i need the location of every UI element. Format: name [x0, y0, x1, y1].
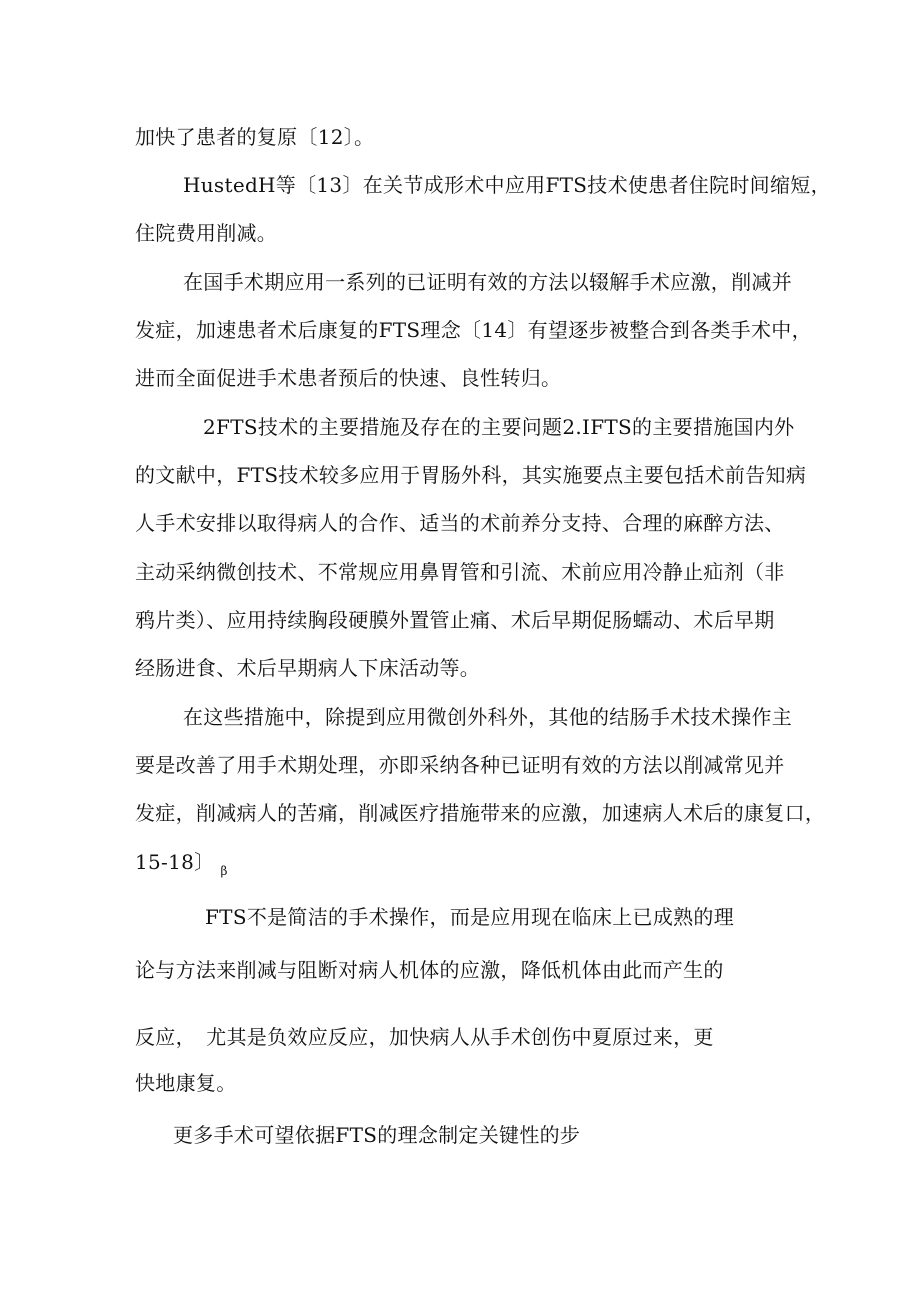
reference-range: 15-18〕 [135, 850, 215, 874]
text-line: 主动采纳微创技术、不常规应用鼻胃管和引流、术前应用冷静止疝剂（非 [135, 560, 785, 584]
text-line: 在国手术期应用一系列的已证明有效的方法以辍解手术应激，削减并 [183, 270, 792, 294]
text-line: 更多手术可望依据FTS的理念制定关键性的步 [173, 1123, 581, 1147]
text-line: 加快了患者的复原〔12〕。 [135, 125, 375, 149]
text-line: 住院费用削减。 [135, 221, 278, 245]
trailing-mark: β [220, 864, 228, 878]
text-line: 发症，加速患者术后康复的FTS理念〔14〕有望逐步被整合到各类手术中， [135, 318, 812, 342]
text-line: 发症，削减病人的苦痛，削减医疗措施带来的应激，加速病人术后的康复口， [135, 801, 826, 825]
text-line: 在这些措施中，除提到应用微创外科外，其他的结肠手术技术操作主 [183, 705, 792, 729]
text-line: FTS不是简洁的手术操作，而是应用现在临床上已成熟的理 [205, 905, 735, 929]
text-line: 进而全面促进手术患者预后的快速、良性转归。 [135, 366, 562, 390]
text-line: 论与方法来削减与阻断对病人机体的应激，降低机体由此而产生的 [135, 958, 724, 982]
text-line [135, 848, 228, 885]
text-line: 2FTS技术的主要措施及存在的主要问题2.IFTS的主要措施国内外 [203, 415, 795, 439]
text-line: 人手术安排以取得病人的合作、适当的术前养分支持、合理的麻醉方法、 [135, 511, 785, 535]
text-line: 经肠进食、术后早期病人下床活动等。 [135, 656, 481, 680]
text-line: 鸦片类）、应用持续胸段硬膜外置管止痛、术后早期促肠蠕动、术后早期 [135, 608, 775, 632]
text-line: 快地康复。 [135, 1071, 237, 1095]
text-line: 反应， 尤其是负效应反应，加快病人从手术创伤中夏原过来，更 [135, 1025, 714, 1049]
text-line: 要是改善了用手术期处理，亦即采纳各种已证明有效的方法以削减常见并 [135, 753, 785, 777]
text-line: 的文献中，FTS技术较多应用于胃肠外科，其实施要点主要包括术前告知病 [135, 463, 807, 487]
text-line: HustedH等〔13〕在关节成形术中应用FTS技术使患者住院时间缩短， [183, 173, 831, 197]
